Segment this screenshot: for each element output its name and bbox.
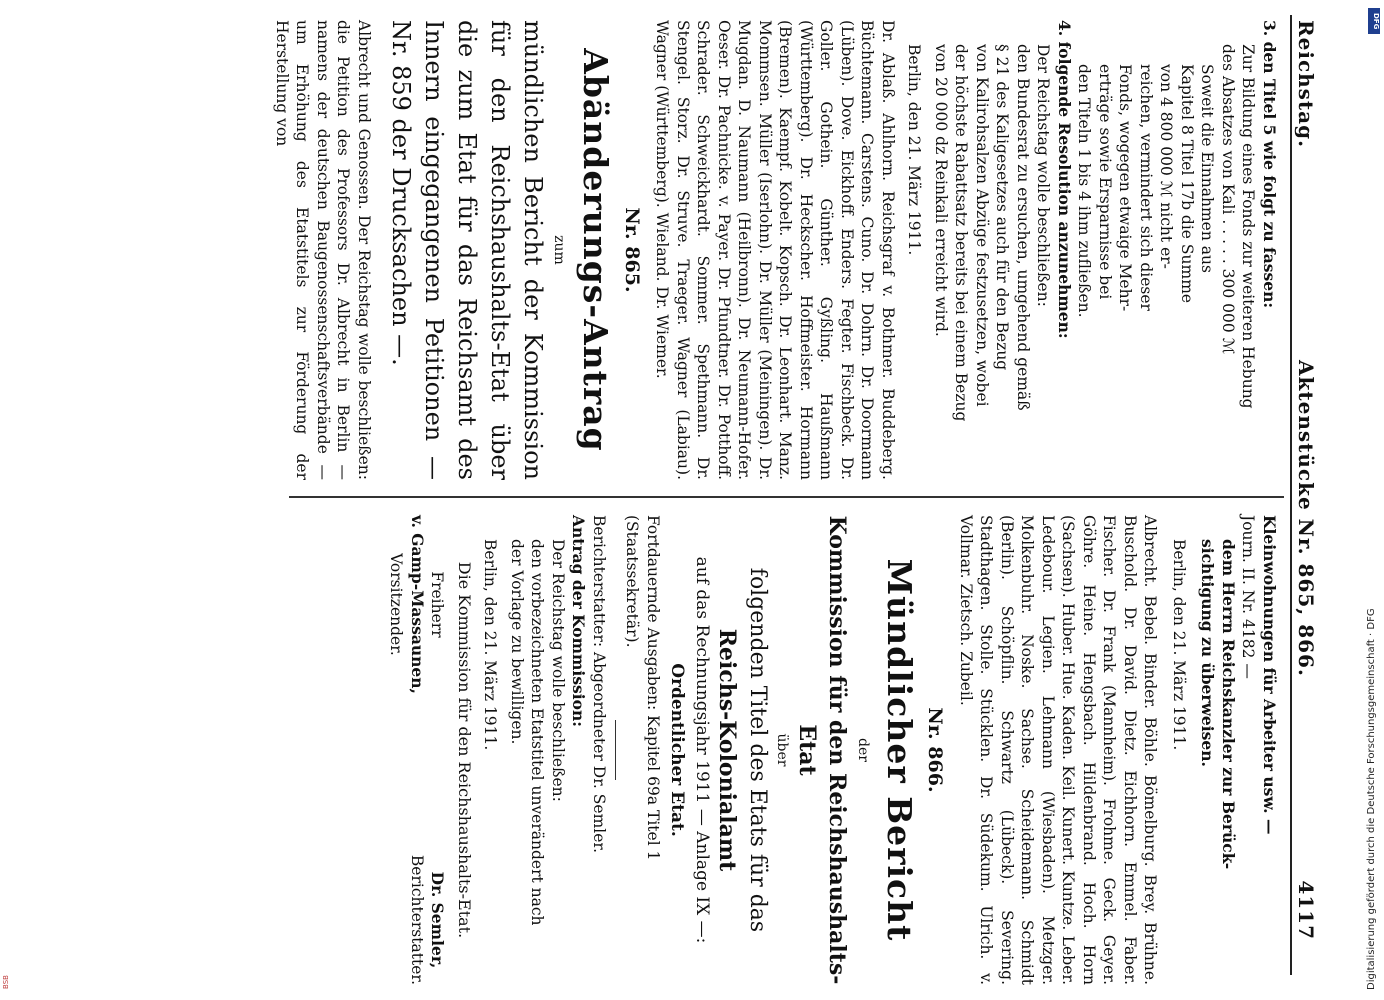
top-line: Journ. II. Nr. 4182 — — [1239, 515, 1258, 679]
reporter-name: Dr. Semler, — [428, 871, 448, 969]
reporter-line: Berichterstatter: Abgeordneter Dr. Semler. — [590, 515, 608, 854]
signatories: Dr. Ablaß. Ahlhorn. Reichsgraf v. Bothmer. Buddeberg. Büchtemann. Carstens. Cuno. Dr. Dohrn. Dr. Doormann (Lüben). Dove. Eickhoff. Enders. Fegter. Fischbeck. Dr. Goller. Gothein. Günther. Gyßling. Haußmann (Württemberg). Dr. Heckscher. Hoffmeister. Hormann (Bremen). Kaempf. Kobelt. Kopsch. Dr. Leonhart. Manz. Mommsen. Müller (Iserlohn). Dr. Müller (Meiningen). Dr. Mugdan. D. Naumann (Heilbronn). Dr. Neumann-Hofer. Oeser. Dr. Pachnicke. v. Payer. Dr. Pfundtner. Dr. Potthoff. Schrader. Schweickhardt. Sommer. Spethmann. Dr. Stengel. Storz. Dr. Struve. Traeger. Wagner (Labiau). Wagner (Württemberg). Wieland. Dr. Wiemer. — [653, 20, 897, 480]
motion-title: Antrag der Kommission: — [569, 515, 589, 727]
item4-line: den Bundesrat zu ersuchen, umgehend gemäß — [1014, 44, 1032, 411]
date: Berlin, den 21. März 1911. — [481, 539, 500, 751]
commission-name: Kommission für den Reichshaushalts-Etat — [794, 515, 851, 985]
closing-text: Albrecht und Genossen. Der Reichstag wolle beschließen: die Petition des Professors Dr. Albrecht in Berlin — namens der deutschen Baugenossenschaftsverbände — um Erhöhung des Etatstitels zur Förderung der Herstellung von — [273, 20, 373, 480]
chair-role: Vorsitzender. — [387, 553, 406, 656]
chair-signature — [386, 515, 448, 694]
item3-title: 3. den Titel 5 wie folgt zu fassen: — [1260, 20, 1279, 309]
right-column — [386, 515, 1279, 985]
dfg-funding-note: Digitalisierung gefördert durch die Deutsche Forschungsgemeinschaft · DFG — [1366, 608, 1377, 990]
zum-label: zum — [551, 235, 568, 265]
chair-name: v. Gamp-Massaunen, — [408, 515, 427, 694]
ueber-label: über — [774, 733, 791, 767]
item3-line: Kapitel 8 Titel 17b die Summe — [1178, 64, 1196, 304]
item3-line: erträge sowie Ersparnisse bei — [1096, 64, 1114, 300]
reporter-role: Berichterstatter. — [408, 854, 426, 985]
section-rule — [615, 720, 616, 780]
bsb-mark: BSB — [2, 975, 10, 989]
signatories: Albrecht. Bebel. Binder. Böhle. Bömelburg. Brey. Brühne. Buschold. Dr. David. Dietz. Eichhorn. Emmel. Faber. Fischer. Dr. Frank (Mannheim). Frohme. Geck. Geyer. Göhre. Heine. Hengsbach. Hildenbrand. Hoch. Horn (Sachsen). Huber. Hue. Kaden. Keil. Kunert. Kuntze. Leber. Ledebour. Legien. Lehmann (Wiesbaden). Metzger. Molkenbuhr. Noske. Sachse. Scheidemann. Schmidt (Berlin). Schöpflin. Schwartz (Lübeck). Severing. Stadthagen. Stolle. Stücklen. Dr. Südekum. Ulrich. v. Vollmar. Zietsch. Zubeil. — [957, 515, 1160, 985]
item3-line: reichen, vermindert sich dieser — [1137, 64, 1155, 311]
commission-signature: Die Kommission für den Reichshaushalts-Etat. — [455, 561, 474, 939]
doc-body: mündlichen Bericht der Kommission für den Reichshaushalts-Etat über die zum Etat für das Reichsamt des Innern eingegangenen Petitionen — Nr. 859 der Drucksachen —. — [387, 20, 547, 480]
item3-line: des Absatzes von Kali . . . . . 300 000 ℳ — [1219, 44, 1237, 355]
signature-block — [386, 515, 448, 985]
header-center: Aktenstücke Nr. 865, 866. — [1294, 360, 1318, 677]
dfg-logo: DFG — [1368, 8, 1380, 34]
doc-title: Abänderungs-Antrag — [576, 48, 616, 452]
motion-line: der Vorlage zu bewilligen. — [508, 539, 526, 745]
item4-title: 4. folgende Resolution anzunehmen: — [1055, 20, 1074, 339]
item3-line: Soweit die Einnahmen aus — [1198, 64, 1217, 273]
item3-line: Zur Bildung eines Fonds zur weiteren Hebung — [1239, 44, 1258, 409]
header-rule — [1290, 15, 1292, 975]
motion-line: Der Reichstag wolle beschließen: — [549, 539, 567, 802]
doc-number: Nr. 865. — [621, 207, 643, 293]
top-line: dem Herrn Reichskanzler zur Berück- — [1219, 539, 1238, 870]
motion-line: den vorbezeichneten Etatstitel unverändert nach — [528, 539, 547, 926]
expenses-line: Fortdauernde Ausgaben: Kapitel 69a Titel 1 (Staatssekretär). — [623, 515, 662, 861]
date: Berlin, den 21. März 1911. — [905, 44, 924, 256]
top-line: Kleinwohnungen für Arbeiter usw. — — [1260, 515, 1279, 835]
item4-line: von 20 000 dz Reinkali erreicht wird. — [932, 44, 950, 337]
doc-number: Nr. 866. — [924, 707, 947, 793]
item3-line: den Titeln 1 bis 4 ihm zufließen. — [1075, 64, 1094, 318]
item4-line: § 21 des Kaligesetzes auch für den Bezug — [993, 44, 1012, 371]
office-name: Reichs-Kolonialamt — [714, 628, 740, 872]
subject-line: folgenden Titel des Etats für das — [745, 567, 770, 933]
page-number: 4117 — [1294, 880, 1318, 940]
doc-title: Mündlicher Bericht — [880, 558, 919, 942]
reporter-signature — [386, 855, 448, 985]
der-label: der — [855, 738, 871, 762]
column-divider — [289, 496, 1284, 498]
chair-title: Freiherr — [428, 571, 447, 638]
item3-line: Fonds, wogegen etwaige Mehr- — [1116, 64, 1135, 312]
item4-line: Der Reichstag wolle beschließen: — [1034, 44, 1053, 307]
etat-heading: Ordentlicher Etat. — [667, 663, 688, 837]
item4-line: von Kalirohsalzen Abzüge festzusetzen, wobei — [973, 44, 991, 407]
left-column — [272, 20, 1280, 480]
item4-line: der höchste Rabattsatz bereits bei einem Bezug — [952, 44, 971, 422]
header-left: Reichstag. — [1294, 20, 1318, 149]
year-line: auf das Rechnungsjahr 1911 — Anlage IX —: — [692, 556, 712, 944]
item3-line: von 4 800 000 ℳ nicht er- — [1157, 64, 1176, 269]
date: Berlin, den 21. März 1911. — [1170, 539, 1188, 751]
top-line: sichtigung zu überweisen. — [1198, 539, 1218, 767]
